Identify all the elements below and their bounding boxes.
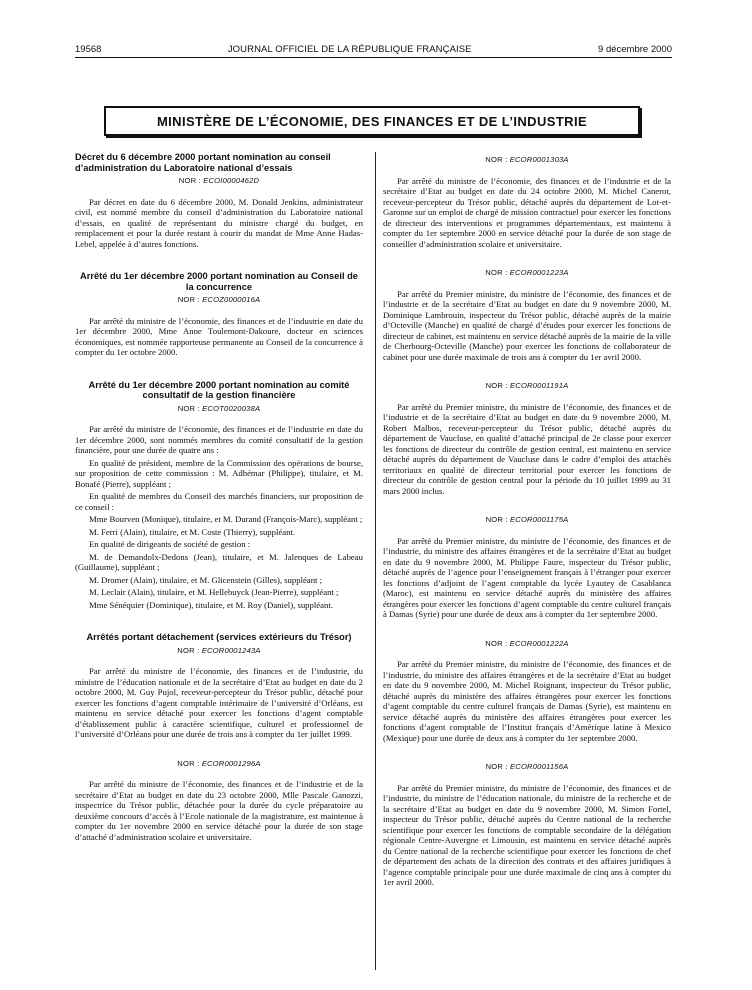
paragraph: Par arrêté du ministre de l’économie, des finances et de l’industrie, du ministre de l’éducation nationale et de la secrétaire d’Etat au budget en date du 2 octobre 2000, M. Guy Pujol, receveur-percepteur du Trésor public, détaché pour exercer les fonctions d’agent comptable intérimaire de l’université d’Orléans, est maintenu en service détaché pour exercer les fonctions d’agent comptable d’établissement public à caractère scientifique, culturel et professionnel de l’université d’Orléans pour une durée de trois ans à compter du 1er juillet 1999. [75, 666, 363, 739]
section-title: Décret du 6 décembre 2000 portant nomination au conseil d’administration du Laboratoire national d’essais [75, 152, 331, 173]
paragraph: Par arrêté du ministre de l’économie, des finances et de l’industrie en date du 1er décembre 2000, Mme Anne Toulemont-Dakoure, docteur en sciences économiques, est nommée rapporteuse permanente au Conseil de la concurrence à compter du 1er octobre 2000. [75, 315, 363, 357]
column-divider [375, 152, 376, 970]
nor-reference: NOR : ECOR0001303A [485, 155, 569, 164]
nor-reference: NOR : ECOR0001191A [485, 381, 569, 390]
section-title: Arrêté du 1er décembre 2000 portant nomination au comité consultatif de la gestion financière [88, 379, 350, 400]
paragraph: Par arrêté du Premier ministre, du ministre de l’économie, des finances et de l’industrie, du ministre des affaires étrangères et de la secrétaire d’Etat au budget en date du 9 novembre 2000, M. Michel Roignant, inspecteur du Trésor public, détaché auprès du ministère des affaires étrangères pour exercer les fonctions d’agent comptable du centre culturel français de Damas (Syrie), est maintenu en service détaché auprès du ministère des affaires étrangères pour exercer les fonctions d’agent comptable de l’Institut français d’Amérique latine à Mexico (Mexique) pour une durée de deux ans à compter du 1er septembre 2000. [383, 659, 671, 743]
paragraph: Par arrêté du Premier ministre, du ministre de l’économie, des finances et de l’industrie et de la secrétaire d’Etat au budget en date du 9 novembre 2000, M. Dominique Lambrouin, inspecteur du Trésor public, détaché auprès de la mairie d’Octeville (Manche) en qualité de chargé d’études pour exercer les fonctions de directeur de cabinet, est maintenu en service détaché auprès de la mairie de la ville de Cherbourg-Octeville (Manche) pour exercer les fonctions de collaborateur de cabinet pour une durée maximale de trois ans à compter du 1er avril 2000. [383, 288, 671, 362]
paragraph: Mme Sénéquier (Dominique), titulaire, et M. Roy (Daniel), suppléant. [89, 599, 333, 610]
paragraph: En qualité de président, membre de la Commission des opérations de bourse, sur proposition de cette commission : M. Adhémar (Philippe), titulaire, et M. Bonafé (Pierre), suppléant ; [75, 457, 363, 489]
page-header [75, 44, 672, 55]
nor-reference: NOR : ECOZ0000016A [177, 295, 261, 304]
section-title: Arrêtés portant détachement (services extérieurs du Trésor) [86, 632, 352, 642]
issue-date: 9 décembre 2000 [598, 44, 672, 55]
nor-reference: NOR : ECOT0020038A [177, 403, 261, 413]
nor-reference: NOR : ECOR0001175A [485, 515, 569, 524]
left-column [75, 152, 363, 844]
paragraph: Par arrêté du Premier ministre, du ministre de l’économie, des finances et de l’industrie, du ministre de l’éducation nationale, du ministre de la recherche et de la secrétaire d’Etat au budget en date du 9 novembre 2000, M. Simon Fortel, inspecteur du Trésor public, détaché auprès du Centre national de la recherche scientifique pour exercer les fonctions de comptable secondaire de la délégation régionale Centre-Auvergne et Limousin, est maintenu en service détaché auprès du Centre national de la recherche scientifique pour exercer les fonctions de chef de département des achats de la direction des contrats et des affaires juridiques à l’agence comptable principale pour une durée maximale de cinq ans à compter du 1er avril 2000. [383, 782, 671, 887]
paragraph: M. Ferri (Alain), titulaire, et M. Coste (Thierry), suppléant. [89, 526, 296, 537]
page-number: 19568 [75, 44, 102, 55]
paragraph: Par arrêté du Premier ministre, du ministre de l’économie, des finances et de l’industrie, du ministre des affaires étrangères et de la secrétaire d’Etat au budget en date du 9 novembre 2000, M. Philippe Faure, inspecteur du Trésor public, détaché auprès de l’agence pour l’enseignement français à l’étranger pour exercer les fonctions d’adjoint de l’agent comptable du lycée Lyautey de Casablanca (Maroc), est maintenu en service détaché auprès du ministère des affaires étrangères pour exercer les fonctions d’agent comptable du centre culturel français à Damas (Syrie) pour une durée de deux ans à compter du 1er septembre 2000. [383, 535, 671, 619]
paragraph: En qualité de dirigeants de société de gestion : [89, 539, 251, 549]
header-rule [75, 57, 672, 58]
nor-reference: NOR : ECOR0001156A [485, 762, 569, 771]
paragraph: M. Leclair (Alain), titulaire, et M. Hellebuyck (Jean-Pierre), suppléant ; [89, 587, 339, 597]
paragraph: M. Dromer (Alain), titulaire, et M. Glicenstein (Gilles), suppléant ; [89, 574, 323, 585]
paragraph: Mme Bourven (Monique), titulaire, et M. Durand (François-Marc), suppléant ; [89, 514, 363, 524]
paragraph: M. de Demandolx-Dedons (Jean), titulaire, et M. Jalenques de Labeau (Guillaume), suppléant ; [75, 551, 363, 572]
right-column [383, 152, 671, 890]
nor-reference: NOR : ECOR0001243A [177, 645, 261, 655]
paragraph: Par arrêté du ministre de l’économie, des finances et de l’industrie et de la secrétaire d’Etat au budget en date du 23 octobre 2000, Mlle Pascale Ganozzi, inspectrice du Trésor public, détachée pour la durée du cycle préparatoire au deuxième concours d’accès à l’Ecole nationale de la magistrature, est maintenue à compter du 1er novembre 2000 en service détaché pour la durée de son stage d’attaché d’administration scolaire et universitaire. [75, 779, 363, 842]
section-title: Arrêté du 1er décembre 2000 portant nomination au Conseil de la concurrence [80, 271, 358, 292]
nor-reference: NOR : ECOR0001296A [177, 758, 261, 768]
journal-title: JOURNAL OFFICIEL DE LA RÉPUBLIQUE FRANÇAISE [227, 44, 472, 55]
ministry-heading: MINISTÈRE DE L’ÉCONOMIE, DES FINANCES ET DE L’INDUSTRIE [104, 106, 640, 136]
paragraph: Par décret en date du 6 décembre 2000, M. Donald Jenkins, administrateur civil, est nommé membre du conseil d’administration du Laboratoire national d’essais, en qualité de représentant du ministre chargé du budget, en remplacement et pour la durée restant à courir du mandat de Mme Anne Hadas-Lebel, appelée à d’autres fonctions. [75, 196, 363, 249]
paragraph: Par arrêté du ministre de l’économie, des finances et de l’industrie et de la secrétaire d’Etat au budget en date du 24 octobre 2000, M. Michel Canerot, receveur-percepteur du Trésor public, détaché auprès du département de Lot-et-Garonne sur un emploi de chargé de mission contractuel pour exercer les fonctions de directeur des interventions et programmes départementaux, est maintenu à compter du 1er septembre 2000 en service détaché pour la durée de son stage de conseiller d’administration scolaire et universitaire. [383, 175, 671, 249]
nor-reference: NOR : ECOR0001223A [485, 268, 569, 277]
nor-reference: NOR : ECOI0000462D [178, 176, 260, 185]
paragraph: Par arrêté du ministre de l’économie, des finances et de l’industrie en date du 1er décembre 2000, sont nommés membres du comité consultatif de la gestion financière, pour une durée de quatre ans : [75, 424, 363, 455]
paragraph: Par arrêté du Premier ministre, du ministre de l’économie, des finances et de l’industrie et de la secrétaire d’Etat au budget en date du 9 novembre 2000, M. Robert Malbos, receveur-percepteur du Trésor public, détaché auprès du département de Vaucluse, en qualité d’attaché principal de 2e classe pour exercer les fonctions de directeur du contrôle de gestion central, est maintenu en service détaché auprès du département de Vaucluse dans le cadre d’emploi des attachés territoriaux en qualité de directeur territorial pour exercer les fonctions de directeur du contrôle de gestion central pour la période du 10 juillet 1999 au 31 mars 2000 inclus. [383, 401, 671, 496]
nor-reference: NOR : ECOR0001222A [485, 638, 569, 648]
paragraph: En qualité de membres du Conseil des marchés financiers, sur proposition de ce conseil : [75, 491, 363, 512]
